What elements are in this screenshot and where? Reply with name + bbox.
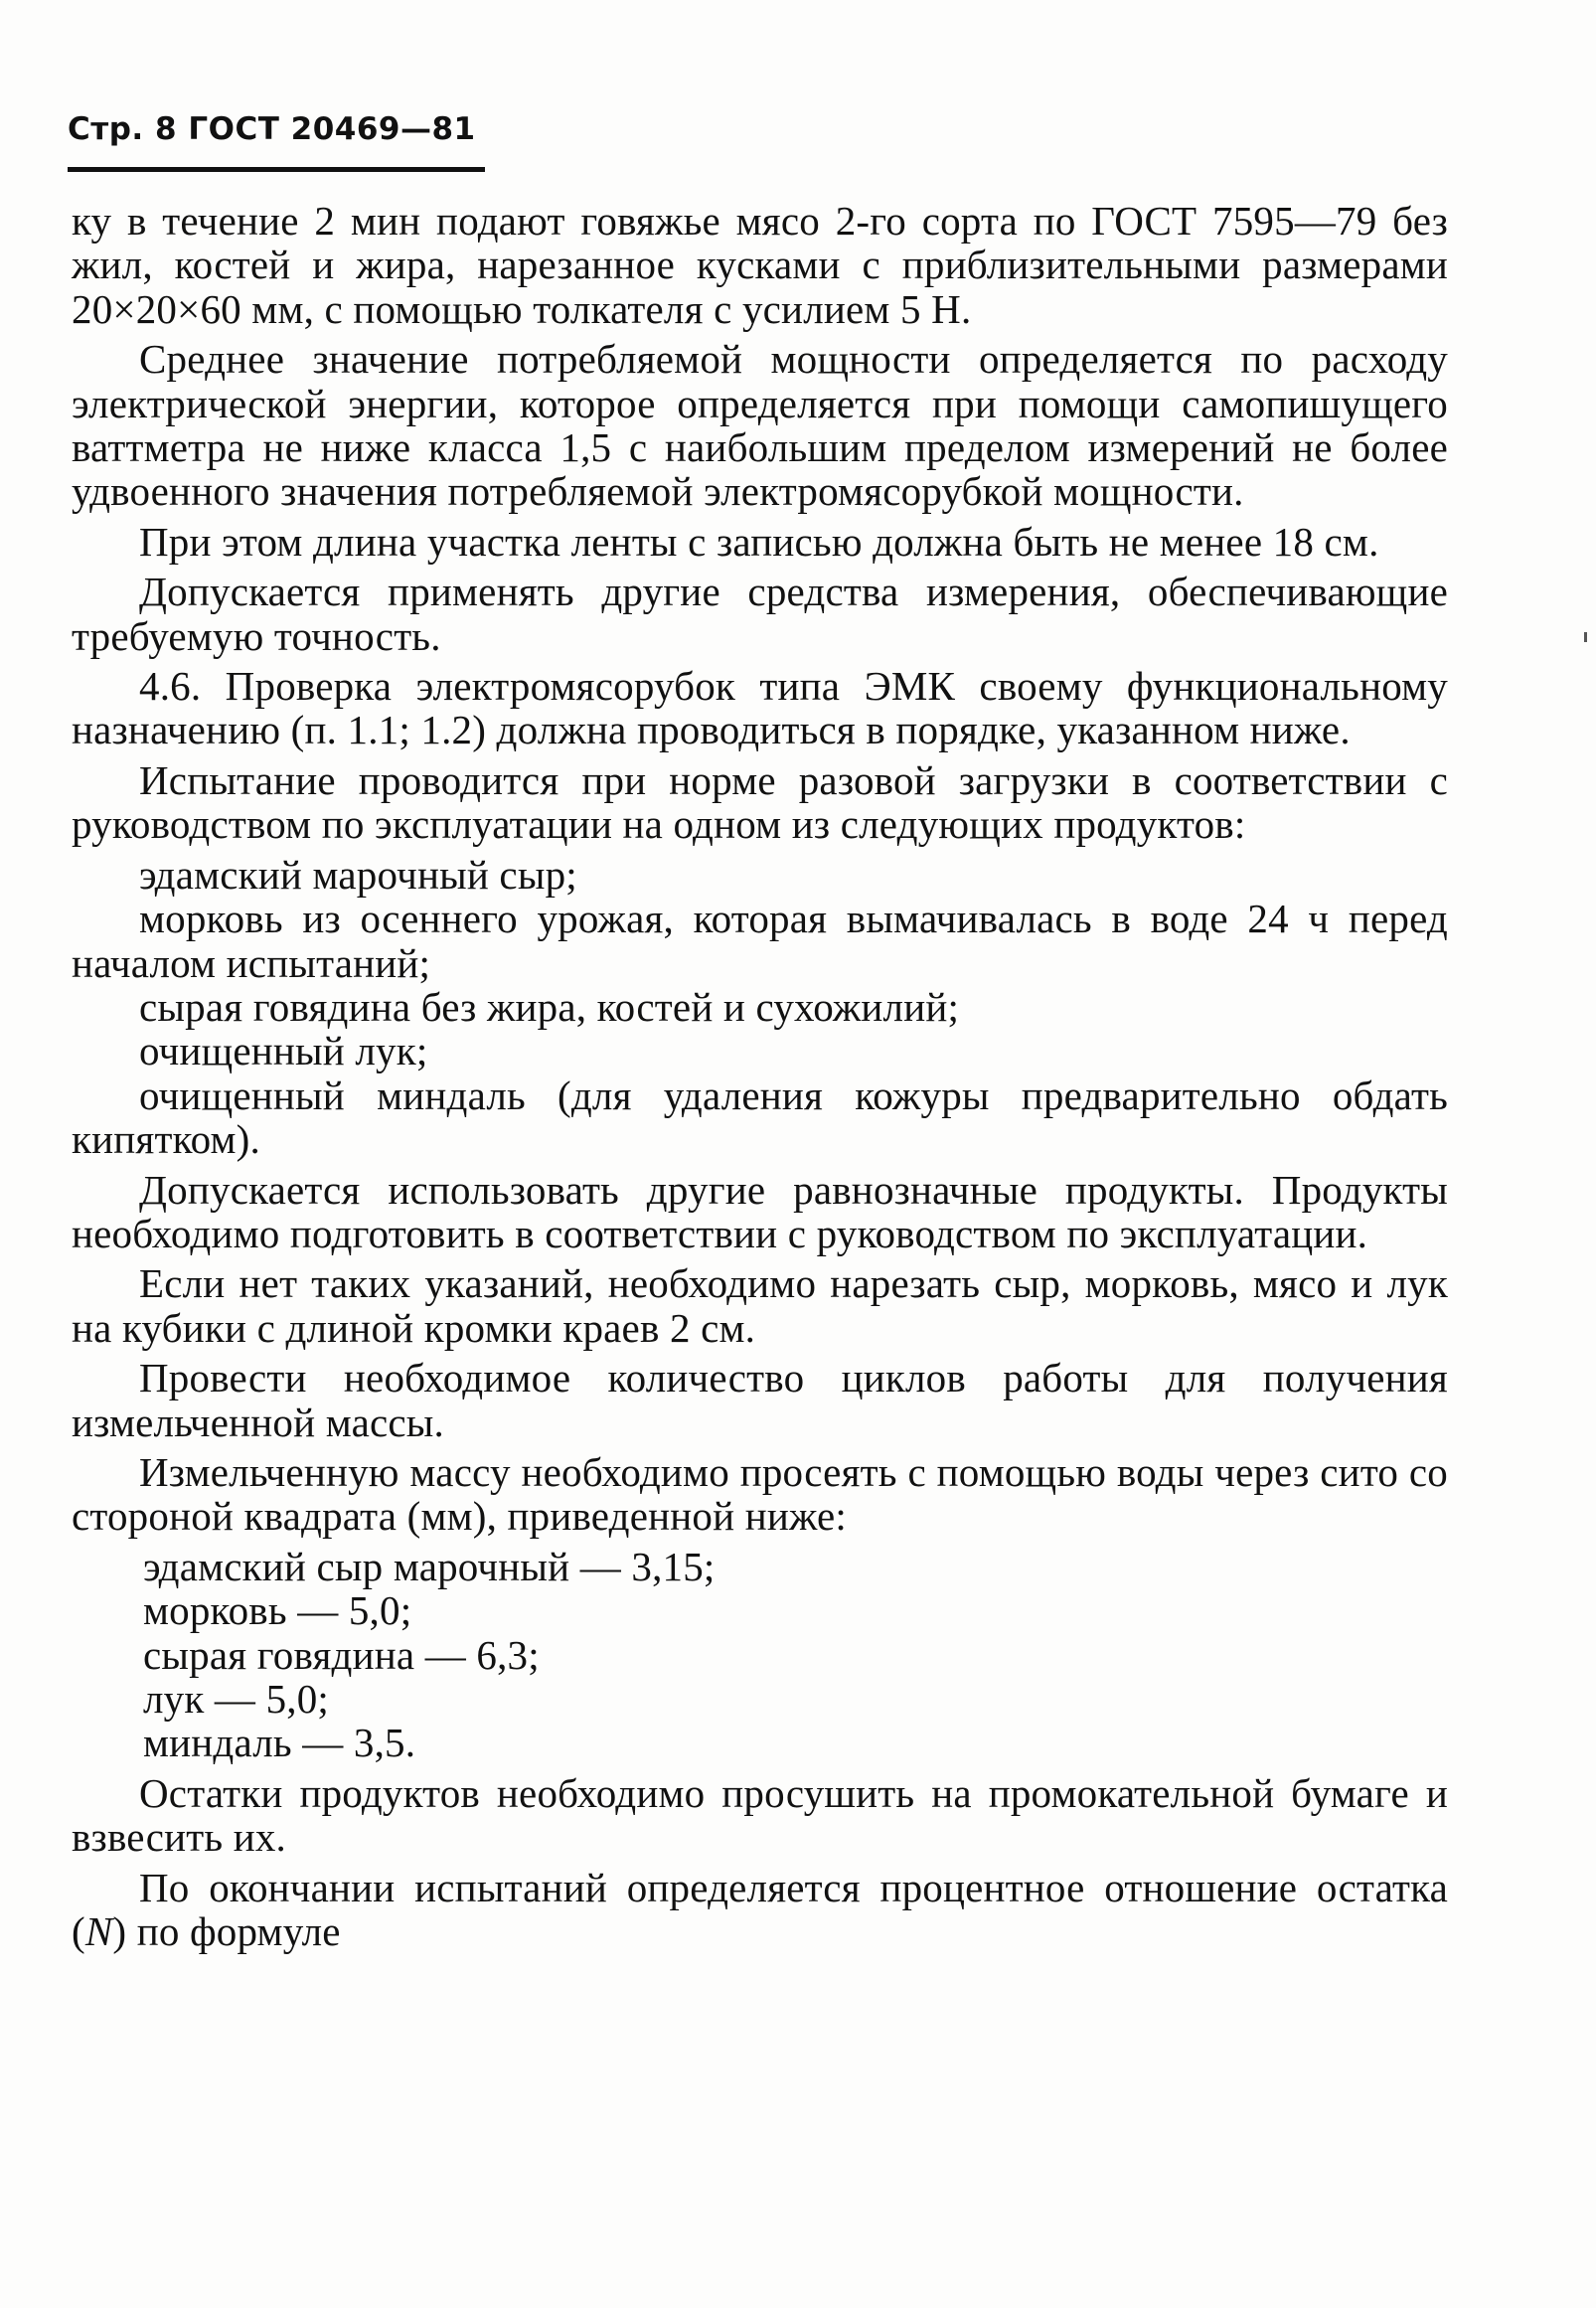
document-body xyxy=(72,199,1448,1959)
page-header: Стр. 8 ГОСТ 20469—81 xyxy=(68,111,476,147)
product-item: морковь из осеннего урожая, которая вымачивалась в воде 24 ч перед началом испытаний; xyxy=(72,896,1448,986)
product-item: очищенный лук; xyxy=(139,1028,428,1074)
paragraph-continuation: ку в течение 2 мин подают говяжье мясо 2-го сорта по ГОСТ 7595—79 без жил, костей и жира, нарезанное кусками с приблизительными размерами 20×20×60 мм, с помощью толкателя с усилием 5 Н. xyxy=(72,198,1448,332)
paragraph-test-conditions: Испытание проводится при норме разовой загрузки в соответствии с руководством по эксплуатации на одном из следующих продуктов: xyxy=(72,756,1448,848)
product-item: сырая говядина без жира, костей и сухожилий; xyxy=(139,983,960,1030)
paragraph-section-4-6: 4.6. Проверка электромясорубок типа ЭМК своему функциональному назначению (п. 1.1; 1.2) должна проводиться в порядке, указанном ниже. xyxy=(72,663,1448,753)
product-item: эдамский марочный сыр; xyxy=(139,851,577,898)
paragraph-other-instruments: Допускается применять другие средства измерения, обеспечивающие требуемую точность. xyxy=(72,569,1448,659)
sieve-size-item: сырая говядина — 6,3; xyxy=(143,1631,540,1678)
paragraph-tape-length: При этом длина участка ленты с записью должна быть не менее 18 см. xyxy=(139,518,1379,565)
paragraph-cutting: Если нет таких указаний, необходимо нарезать сыр, морковь, мясо и лук на кубики с длиной кромки краев 2 см. xyxy=(72,1260,1448,1351)
sieve-size-item: лук — 5,0; xyxy=(143,1676,330,1722)
paragraph-power: Среднее значение потребляемой мощности определяется по расходу электрической энергии, которое определяется при помощи самопишущего ваттметра не ниже класса 1,5 с наибольшим пределом измерений не более удвоенного значения потребляемой электромясорубкой мощности. xyxy=(72,336,1448,515)
paragraph-drying: Остатки продуктов необходимо просушить на промокательной бумаге и взвесить их. xyxy=(72,1769,1448,1861)
paragraph-cycles: Провести необходимое количество циклов работы для получения измельченной массы. xyxy=(72,1355,1448,1445)
sieve-size-item: эдамский сыр марочный — 3,15; xyxy=(143,1543,716,1589)
sieve-size-item: миндаль — 3,5. xyxy=(143,1720,416,1766)
paragraph-sieving: Измельченную массу необходимо просеять с помощью воды через сито со стороной квадрата (мм), приведенной ниже: xyxy=(72,1448,1448,1540)
header-rule xyxy=(68,167,485,172)
paragraph-equivalent-products: Допускается использовать другие равнозначные продукты. Продукты необходимо подготовить в соответствии с руководством по эксплуатации. xyxy=(72,1166,1448,1256)
formula-intro-text: По окончании испытаний определяется процентное отношение остатка (N) по формуле xyxy=(72,1864,1448,1955)
product-item: очищенный миндаль (для удаления кожуры предварительно обдать кипятком). xyxy=(72,1072,1448,1163)
variable-n: N xyxy=(84,1908,113,1955)
paragraph-formula-intro xyxy=(72,1866,1448,1954)
sieve-size-item: морковь — 5,0; xyxy=(143,1587,412,1634)
margin-mark xyxy=(1584,632,1587,642)
